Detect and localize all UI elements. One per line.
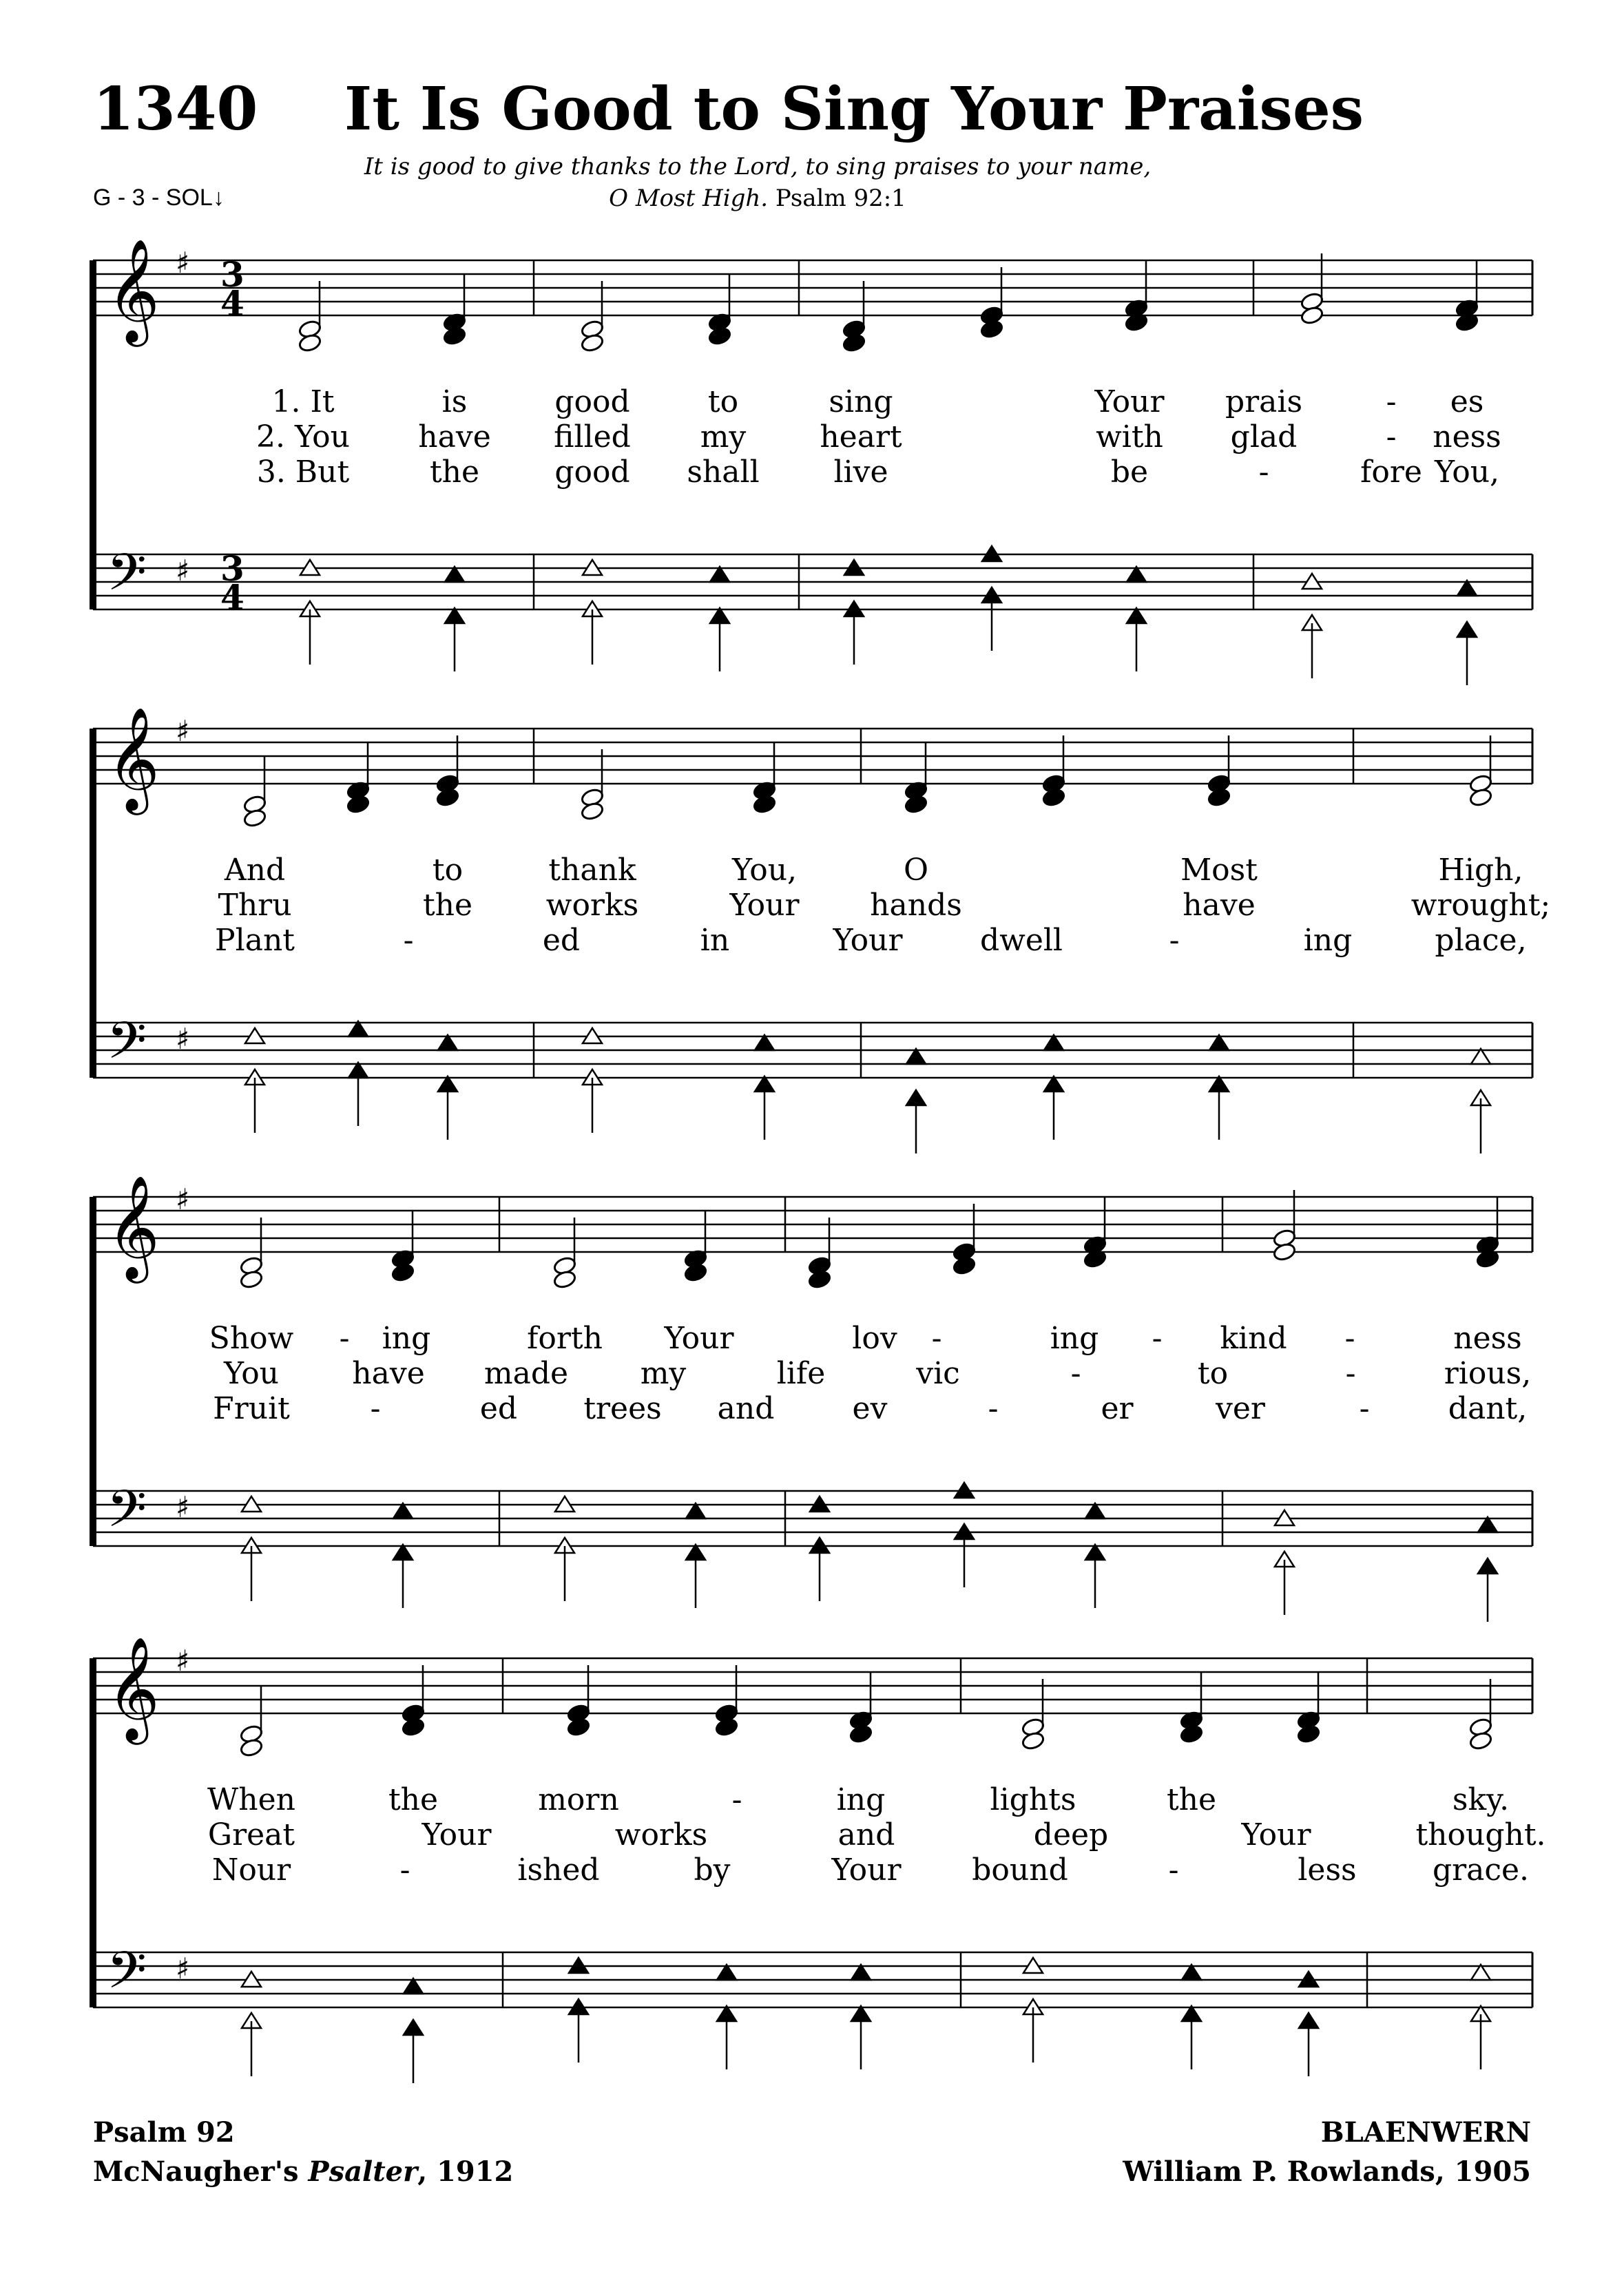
- bass-sharp-icon: ♯: [176, 1952, 190, 1985]
- treble-note: [239, 1218, 263, 1290]
- treble-note: [1041, 735, 1065, 808]
- lyric-syllable: High,: [1438, 853, 1523, 888]
- bass-note: [844, 560, 864, 665]
- bass-note: [755, 1035, 774, 1140]
- bass-sharp-icon: ♯: [176, 1490, 190, 1524]
- treble-note: [707, 274, 731, 346]
- bass-note: [1182, 1965, 1201, 2069]
- lyric-syllable: with: [1096, 419, 1163, 455]
- treble-note: [849, 1672, 873, 1744]
- lyric-syllable: -: [1359, 1391, 1370, 1426]
- treble-staff: [93, 1658, 1532, 1713]
- lyric-syllable: -: [931, 1321, 942, 1356]
- bass-note: [1299, 1972, 1318, 2076]
- treble-note: [239, 1686, 263, 1758]
- treble-time-sig-top: 3: [220, 254, 244, 295]
- tune-name: BLAENWERN: [1320, 2116, 1531, 2149]
- lyric-syllable: ing: [836, 1782, 886, 1817]
- treble-note: [842, 281, 866, 353]
- lyric-syllable: glad: [1230, 419, 1298, 455]
- treble-sharp-icon: ♯: [176, 1182, 190, 1216]
- lyric-syllable: Great: [207, 1817, 295, 1852]
- treble-note: [952, 1204, 976, 1276]
- bass-note: [1023, 1958, 1043, 2063]
- treble-note: [1300, 253, 1324, 326]
- lyric-syllable: forth: [527, 1321, 603, 1356]
- bass-note: [717, 1965, 736, 2069]
- bass-note: [445, 567, 464, 671]
- bass-clef-icon: 𝄢: [107, 543, 147, 615]
- lyric-syllable: -: [731, 1782, 742, 1817]
- lyric-syllable: the: [388, 1782, 439, 1817]
- bass-time-sig-top: 3: [220, 548, 244, 589]
- treble-note: [552, 1218, 576, 1290]
- lyric-syllable: -: [1344, 1321, 1355, 1356]
- lyric-syllable: less: [1298, 1852, 1357, 1888]
- lyric-syllable: the: [422, 888, 473, 923]
- bass-staff: [93, 1023, 1532, 1078]
- treble-staff: [93, 729, 1532, 784]
- lyric-syllable: thank: [548, 853, 636, 888]
- lyric-syllable: Your: [1241, 1817, 1311, 1852]
- treble-staff: [93, 1197, 1532, 1252]
- bass-note: [1471, 1049, 1490, 1153]
- lyric-syllable: er: [1101, 1391, 1134, 1426]
- bass-note: [1044, 1035, 1063, 1140]
- bass-note: [982, 546, 1001, 651]
- hymn-title: It Is Good to Sing Your Praises: [344, 74, 1364, 144]
- lyric-syllable: the: [1166, 1782, 1217, 1817]
- treble-note: [979, 267, 1003, 340]
- composer: William P. Rowlands, 1905: [1123, 2155, 1531, 2188]
- lyric-syllable: hands: [870, 888, 962, 923]
- lyric-syllable: sky.: [1452, 1782, 1510, 1817]
- lyric-syllable: -: [339, 1321, 350, 1356]
- treble-note: [580, 749, 604, 822]
- lyric-syllable: works: [545, 888, 639, 923]
- bass-sharp-icon: ♯: [176, 554, 190, 587]
- bass-note: [583, 560, 602, 665]
- treble-clef-icon: 𝄞: [107, 1636, 160, 1740]
- lyric-syllable: thought.: [1415, 1817, 1546, 1852]
- lyric-syllable: bound: [972, 1852, 1068, 1888]
- treble-note: [683, 1211, 707, 1283]
- bass-note: [710, 567, 729, 671]
- lyric-syllable: Your: [831, 1852, 902, 1888]
- lyric-syllable: -: [1070, 1356, 1081, 1391]
- text-author: [93, 2155, 513, 2188]
- treble-note: [1021, 1679, 1045, 1751]
- lyric-syllable: You,: [731, 853, 798, 888]
- lyric-syllable: lights: [990, 1782, 1076, 1817]
- text-source: Psalm 92: [93, 2116, 235, 2149]
- lyric-syllable: -: [1258, 455, 1269, 490]
- treble-note: [242, 756, 267, 828]
- text-author-italic: Psalter: [308, 2155, 418, 2188]
- lyric-syllable: the: [429, 455, 480, 490]
- lyric-syllable: Your: [1094, 384, 1165, 419]
- lyric-syllable: and: [837, 1817, 895, 1852]
- treble-note: [401, 1665, 425, 1737]
- treble-sharp-icon: ♯: [176, 1644, 190, 1678]
- epigraph-line-2: [344, 185, 1171, 212]
- lyric-syllable: ver: [1216, 1391, 1265, 1426]
- bass-time-sig-bottom: 4: [220, 577, 244, 618]
- lyric-syllable: sing: [829, 384, 893, 419]
- lyric-syllable: -: [403, 923, 414, 958]
- lyric-syllable: trees: [583, 1391, 662, 1426]
- epigraph-reference: Psalm 92:1: [775, 185, 906, 212]
- treble-time-sig-bottom: 4: [220, 283, 244, 324]
- music-system-4: [0, 1632, 1624, 2100]
- lyric-syllable: to: [707, 384, 739, 419]
- lyric-syllable: Thru: [218, 888, 292, 923]
- lyric-syllable: in: [700, 923, 730, 958]
- treble-note: [566, 1665, 590, 1737]
- lyric-syllable: have: [418, 419, 491, 455]
- lyric-syllable: kind: [1220, 1321, 1287, 1356]
- lyric-syllable: You,: [1434, 455, 1500, 490]
- lyric-syllable: 3. But: [256, 455, 350, 490]
- lyric-syllable: fore: [1360, 455, 1422, 490]
- bass-clef-icon: 𝄢: [107, 1011, 147, 1083]
- treble-note: [1468, 1679, 1492, 1751]
- treble-note: [752, 742, 776, 815]
- lyric-syllable: my: [700, 419, 747, 455]
- lyric-syllable: Your: [421, 1817, 492, 1852]
- lyric-syllable: Plant: [215, 923, 295, 958]
- bass-sharp-icon: ♯: [176, 1022, 190, 1056]
- lyric-syllable: -: [1152, 1321, 1163, 1356]
- treble-note: [1207, 735, 1231, 808]
- lyric-syllable: deep: [1033, 1817, 1109, 1852]
- bass-note: [955, 1483, 974, 1587]
- lyric-syllable: 2. You: [256, 419, 351, 455]
- treble-note: [807, 1218, 831, 1290]
- treble-note: [1179, 1672, 1203, 1744]
- lyric-syllable: You: [223, 1356, 280, 1391]
- lyric-syllable: O: [903, 853, 929, 888]
- bass-note: [1209, 1035, 1229, 1140]
- treble-note: [1083, 1197, 1107, 1269]
- lyric-syllable: to: [432, 853, 464, 888]
- lyric-syllable: prais: [1225, 384, 1303, 419]
- lyric-syllable: vic: [916, 1356, 960, 1391]
- bass-staff: [93, 1491, 1532, 1546]
- lyric-syllable: grace.: [1432, 1852, 1530, 1888]
- lyric-syllable: ed: [542, 923, 581, 958]
- treble-note: [391, 1211, 415, 1283]
- lyric-syllable: is: [441, 384, 468, 419]
- lyric-syllable: 1. It: [271, 384, 335, 419]
- treble-note: [1468, 735, 1492, 808]
- treble-clef-icon: 𝄞: [107, 1174, 160, 1279]
- bass-note: [810, 1496, 829, 1601]
- bass-note: [1127, 567, 1146, 671]
- music-system-3: [0, 1171, 1624, 1639]
- bass-note: [393, 1503, 413, 1608]
- key-label: G - 3 - SOL↓: [93, 185, 225, 211]
- bass-note: [242, 1496, 261, 1601]
- epigraph-line-1: It is good to give thanks to the Lord, to sing praises to your name,: [364, 153, 1152, 180]
- bass-note: [583, 1028, 602, 1133]
- lyric-syllable: dant,: [1448, 1391, 1528, 1426]
- lyric-syllable: -: [1168, 1852, 1179, 1888]
- lyric-syllable: ing: [1050, 1321, 1099, 1356]
- lyric-syllable: dwell: [979, 923, 1063, 958]
- bass-clef-icon: 𝄢: [107, 1479, 147, 1552]
- lyric-syllable: Show: [209, 1321, 294, 1356]
- lyric-syllable: ished: [517, 1852, 600, 1888]
- treble-note: [714, 1665, 738, 1737]
- treble-note: [580, 281, 604, 353]
- bass-note: [348, 1021, 368, 1126]
- lyric-syllable: -: [988, 1391, 999, 1426]
- lyric-syllable: have: [352, 1356, 425, 1391]
- treble-clef-icon: 𝄞: [107, 706, 160, 811]
- lyric-syllable: Your: [729, 888, 800, 923]
- bass-note: [1085, 1503, 1105, 1608]
- text-author-year: , 1912: [417, 2155, 514, 2188]
- hymn-number: 1340: [93, 74, 258, 144]
- lyric-syllable: wrought;: [1410, 888, 1551, 923]
- lyric-syllable: good: [554, 455, 630, 490]
- lyric-syllable: -: [1345, 1356, 1356, 1391]
- music-system-1: [0, 234, 1624, 702]
- lyric-syllable: -: [1169, 923, 1180, 958]
- lyric-syllable: Your: [664, 1321, 734, 1356]
- treble-note: [1455, 260, 1479, 333]
- lyric-syllable: Nour: [211, 1852, 291, 1888]
- lyric-syllable: heart: [820, 419, 902, 455]
- lyric-syllable: and: [717, 1391, 775, 1426]
- lyric-syllable: lov: [852, 1321, 897, 1356]
- bass-note: [1457, 581, 1477, 685]
- lyric-syllable: morn: [538, 1782, 619, 1817]
- lyric-syllable: ing: [1303, 923, 1353, 958]
- lyric-syllable: ness: [1433, 419, 1501, 455]
- bass-note: [1478, 1517, 1497, 1622]
- bass-note: [851, 1965, 871, 2069]
- lyric-syllable: place,: [1435, 923, 1527, 958]
- lyric-syllable: ed: [479, 1391, 518, 1426]
- bass-note: [1275, 1510, 1294, 1615]
- lyric-syllable: rious,: [1444, 1356, 1532, 1391]
- lyric-syllable: works: [614, 1817, 708, 1852]
- lyric-syllable: When: [207, 1782, 295, 1817]
- lyric-syllable: -: [1386, 419, 1397, 455]
- music-system-2: [0, 702, 1624, 1171]
- bass-note: [906, 1049, 926, 1153]
- treble-note: [346, 742, 370, 815]
- lyric-syllable: made: [483, 1356, 569, 1391]
- lyric-syllable: to: [1197, 1356, 1229, 1391]
- lyric-syllable: ing: [382, 1321, 431, 1356]
- lyric-syllable: ness: [1453, 1321, 1522, 1356]
- lyric-syllable: es: [1450, 384, 1484, 419]
- bass-note: [569, 1958, 588, 2063]
- text-author-prefix: McNaugher's: [93, 2155, 299, 2188]
- lyric-syllable: Most: [1180, 853, 1258, 888]
- bass-note: [1302, 574, 1322, 678]
- bass-staff: [93, 1952, 1532, 2007]
- treble-note: [1272, 1190, 1296, 1262]
- bass-note: [1471, 1965, 1490, 2069]
- treble-note: [442, 274, 466, 346]
- treble-note: [298, 281, 322, 353]
- bass-note: [438, 1035, 457, 1140]
- lyric-syllable: be: [1110, 455, 1149, 490]
- lyric-syllable: -: [1386, 384, 1397, 419]
- bass-note: [404, 1978, 423, 2083]
- lyric-syllable: -: [370, 1391, 381, 1426]
- lyric-syllable: have: [1183, 888, 1256, 923]
- lyric-syllable: -: [399, 1852, 410, 1888]
- treble-sharp-icon: ♯: [176, 714, 190, 748]
- treble-sharp-icon: ♯: [176, 246, 190, 280]
- lyric-syllable: my: [640, 1356, 687, 1391]
- bass-note: [686, 1503, 705, 1608]
- treble-note: [904, 742, 928, 815]
- lyric-syllable: live: [833, 455, 888, 490]
- lyric-syllable: life: [776, 1356, 826, 1391]
- treble-clef-icon: 𝄞: [107, 238, 160, 342]
- bass-note: [555, 1496, 574, 1601]
- lyric-syllable: shall: [687, 455, 760, 490]
- epigraph-italic: O Most High.: [609, 185, 769, 212]
- treble-note: [1124, 260, 1148, 333]
- bass-note: [245, 1028, 264, 1133]
- bass-clef-icon: 𝄢: [107, 1941, 147, 2013]
- lyric-syllable: And: [224, 853, 286, 888]
- lyric-syllable: ev: [852, 1391, 888, 1426]
- bass-note: [300, 560, 320, 665]
- lyric-syllable: Fruit: [213, 1391, 290, 1426]
- bass-note: [242, 1972, 261, 2076]
- treble-note: [1475, 1197, 1499, 1269]
- lyric-syllable: Your: [833, 923, 903, 958]
- lyric-syllable: by: [694, 1852, 731, 1888]
- treble-note: [435, 735, 459, 808]
- lyric-syllable: filled: [554, 419, 631, 455]
- treble-note: [1296, 1672, 1320, 1744]
- lyric-syllable: good: [554, 384, 630, 419]
